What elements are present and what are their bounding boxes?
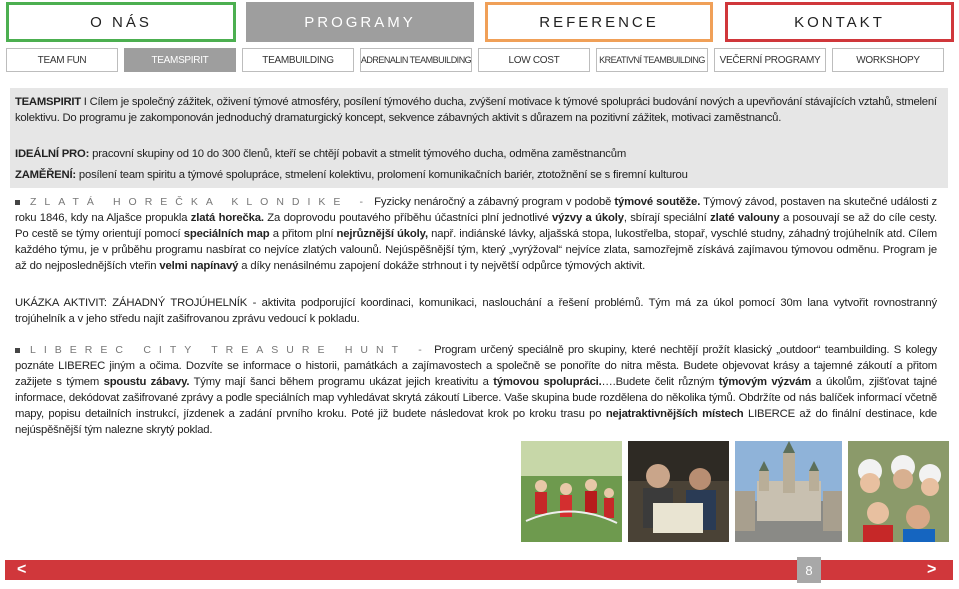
klondike-text: , sbírají speciální — [623, 212, 711, 224]
klondike-text: a posouvají se až do cíle cesty. Po cestě se týmy orientují pomocí — [15, 212, 938, 240]
photo-team-rope — [521, 441, 622, 542]
klondike-bold: zlaté valouny — [710, 212, 780, 224]
subtab-adrenalin[interactable]: ADRENALIN TEAMBUILDING — [360, 48, 472, 72]
klondike-text: Za doprovodu poutavého příběhu účastníci plní jednotlivé — [263, 212, 553, 224]
liberec-text: Týmy mají šanci během programu ukázat jejich kreativitu a — [189, 376, 494, 388]
klondike-text: Týmový závod, postaven na skutečné události z roku 1846, kdy na Aljašce propukla — [15, 196, 937, 224]
sub-navigation — [6, 48, 954, 73]
prev-page-button[interactable]: < — [17, 561, 27, 578]
zamereni-label: ZAMĚŘENÍ: — [15, 169, 76, 181]
tab-reference[interactable]: REFERENCE — [485, 2, 713, 42]
klondike-bold: výzvy a úkoly — [552, 212, 624, 224]
ideal-text: pracovní skupiny od 10 do 300 členů, kteří se chtějí pobavit a stmelit týmového ducha, odměna zaměstnancům — [89, 148, 627, 160]
klondike-bold: speciálních map — [183, 228, 270, 240]
klondike-bold: velmi napínavý — [159, 260, 239, 272]
subtab-low-cost[interactable]: LOW COST — [478, 48, 590, 72]
zamereni — [15, 167, 937, 183]
tab-o-nas[interactable]: O NÁS — [6, 2, 236, 42]
liberec-bold: týmovou spolupráci. — [493, 376, 602, 388]
intro-text: I Cílem je společný zážitek, oživení týmové atmosféry, posílení týmového ducha, zvýšení motivace k týmové spolupráci budování nových a upevňování stávajících vztahů, stmelení kolektivu. Do programu je zakomponován jednoduchý dramaturgický koncept, sekvence zábavných aktivit s důrazem na pozitivní zážitek, motivaci zaměstnanců. — [15, 96, 937, 124]
liberec-bold: nejatraktivnějších místech — [605, 408, 744, 420]
subtab-vecerni-programy[interactable]: VEČERNÍ PROGRAMY — [714, 48, 826, 72]
page-number: 8 — [797, 557, 821, 583]
ideal-pro — [15, 146, 937, 162]
zamereni-text: posílení team spiritu a týmové spolupráce, stmelení kolektivu, prolomení komunikačních bariér, ztotožnění se s firemní kulturou — [75, 169, 688, 181]
liberec-bold: týmovým výzvám — [718, 376, 812, 388]
klondike-bold: zlatá horečka. — [190, 212, 264, 224]
klondike-text: a díky nenásilnému zapojení dokáže strhnout i ty největší odpůrce týmových aktivit. — [238, 260, 646, 272]
liberec-text: ….Budete čelit různým — [601, 376, 719, 388]
liberec-text: LIBERCE až do finální destinace, kde nejúspěšnější tým nalezne skrytý poklad. — [15, 408, 937, 436]
klondike-text: Fyzicky nenáročný a zábavný program v podobě — [370, 196, 615, 208]
klondike-text: např. indiánské lávky, aljašská stopa, lukostřelba, stopař, vyschlé studny, záhadný trojúhelník atd. Cílem každého týmu, je v průběhu programu nasbírat co nejvíce zlatých valounů. Nejúspěšnější tým, který „vyrýžoval“ nejvíce zlata, samozřejmě získává zajímavou týmovou odměnu. Program je až do nejposlednějších vteřin — [15, 228, 937, 272]
intro-paragraph — [15, 94, 937, 126]
liberec-title: LIBEREC CITY TREASURE HUNT - — [30, 344, 430, 356]
liberec-paragraph — [15, 342, 937, 438]
photo-strip — [521, 441, 949, 542]
subtab-team-fun[interactable]: TEAM FUN — [6, 48, 118, 72]
klondike-bold: týmové soutěže. — [614, 196, 701, 208]
liberec-bold: spoustu zábavy. — [103, 376, 190, 388]
klondike-bold: nejrůznější úkoly, — [336, 228, 428, 240]
subtab-teambuilding[interactable]: TEAMBUILDING — [242, 48, 354, 72]
next-page-button[interactable]: > — [927, 561, 937, 578]
klondike-text: a přitom plní — [269, 228, 337, 240]
liberec-text: Program určený speciálně pro skupiny, které nechtějí prožít klasický „outdoor“ teambuilding. S kolegy poznáte LIBEREC jiným a očima. Dozvíte se informace o historii, památkách a zajímavostech a společně se ponoříte do nitra města. Budete objevovat krásy a tajemné zákoutí a přitom zažijete s týmem — [15, 344, 937, 388]
tab-programy[interactable]: PROGRAMY — [246, 2, 474, 42]
photo-map-reading — [628, 441, 729, 542]
subtab-kreativni[interactable]: KREATIVNÍ TEAMBUILDING — [596, 48, 708, 72]
photo-liberec-town-hall — [735, 441, 842, 542]
ukazka-aktivit: UKÁZKA AKTIVIT: ZÁHADNÝ TROJÚHELNÍK - aktivita podporující koordinaci, komunikaci, naslouchání a řešení problémů. Tým má za úkol pomocí 30m lana vytvořit rovnostranný trojúhelník a v jeho středu najít zašifrovanou zprávu vedoucí k pokladu. — [15, 297, 937, 325]
ideal-label: IDEÁLNÍ PRO: — [15, 148, 90, 160]
klondike-paragraph — [15, 194, 937, 274]
photo-happy-team — [848, 441, 949, 542]
bullet-icon — [15, 200, 20, 205]
liberec-text: a úkolům, zjišťovat tajné informace, dekódovat zašifrované zprávy a podle speciálních map vyhledávat skrytá zákoutí Liberce. Vaše skupina bude rozdělena do několika týmů. Obdržíte od nás balíček informací včetně mapy, popisu detailních instrukcí, jízdenek a zadání prvního kroku. Poté již budete následovat krok po kroku trasu po — [15, 376, 937, 420]
subtab-workshopy[interactable]: WORKSHOPY — [832, 48, 944, 72]
bullet-icon — [15, 348, 20, 353]
tab-kontakt[interactable]: KONTAKT — [725, 2, 954, 42]
intro-brand: TEAMSPIRIT — [15, 96, 81, 108]
top-navigation — [6, 2, 954, 42]
subtab-teamspirit[interactable]: TEAMSPIRIT — [124, 48, 236, 72]
klondike-title: ZLATÁ HOREČKA KLONDIKE - — [30, 196, 371, 208]
